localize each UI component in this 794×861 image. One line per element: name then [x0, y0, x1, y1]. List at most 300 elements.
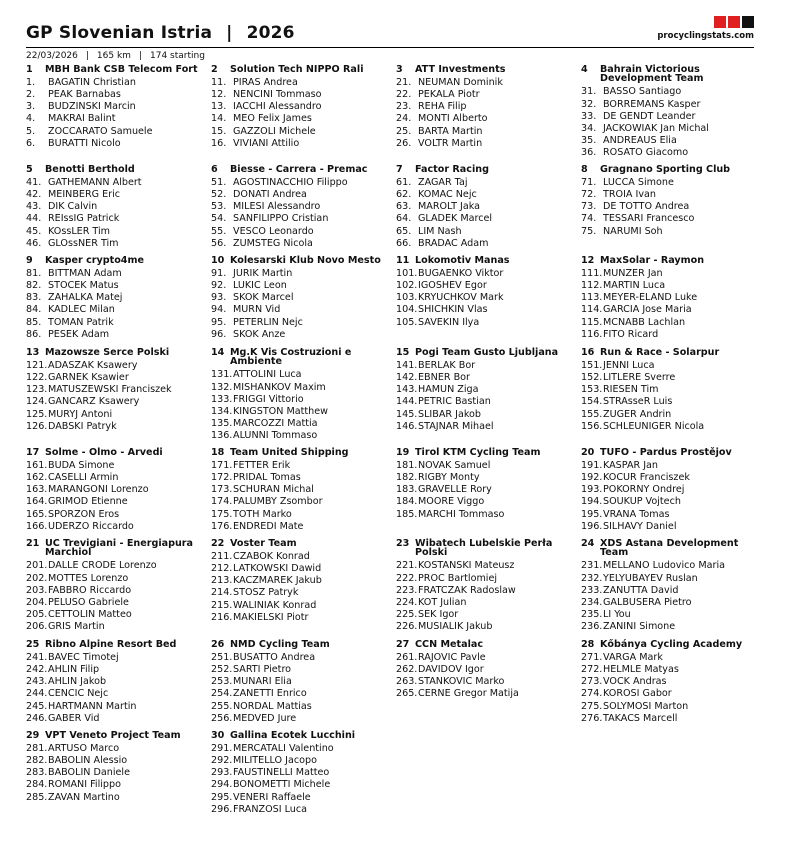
rider-name[interactable]: VRANA Tomas: [603, 508, 670, 520]
team-name[interactable]: XDS Astana Development Team: [600, 538, 739, 559]
team-name[interactable]: MaxSolar - Raymon: [600, 255, 705, 266]
rider-name[interactable]: STANKOVIC Marko: [418, 676, 505, 688]
rider-row: [581, 676, 759, 688]
rider-name[interactable]: REIssIG Patrick: [48, 213, 120, 225]
team-name[interactable]: Mazowsze Serce Polski: [45, 347, 170, 358]
rider-bib: 74.: [581, 213, 597, 225]
rider-name[interactable]: BAVEC Timotej: [48, 652, 119, 664]
rider-name[interactable]: GABER Vid: [48, 712, 100, 724]
team-name[interactable]: Factor Racing: [415, 164, 489, 175]
rider-name[interactable]: STOCEK Matus: [48, 280, 119, 292]
rider-bib: 111.: [581, 268, 603, 280]
rider-row: [211, 612, 389, 624]
rider-name[interactable]: NENCINI Tommaso: [233, 89, 322, 101]
rider-bib: 276.: [581, 712, 603, 724]
rider-name[interactable]: BUSATTO Andrea: [233, 652, 316, 664]
team-header: [581, 65, 759, 83]
rider-name[interactable]: BUDZINSKI Marcin: [48, 101, 136, 113]
rider-name[interactable]: MURYJ Antoni: [48, 408, 113, 420]
rider-name[interactable]: MARTIN Luca: [603, 280, 666, 292]
rider-bib: 241.: [26, 652, 48, 664]
rider-name[interactable]: JACKOWIAK Jan Michal: [603, 122, 709, 134]
rider-name[interactable]: SKOK Anze: [233, 328, 286, 340]
team-header: [26, 539, 204, 557]
rider-name[interactable]: YELYUBAYEV Ruslan: [603, 572, 698, 584]
team-number: 22: [211, 538, 225, 549]
rider-name[interactable]: HARTMANN Martin: [48, 700, 137, 712]
rider-bib: 56.: [211, 237, 227, 249]
rider-name[interactable]: REHA Filip: [418, 101, 467, 113]
rider-bib: 73.: [581, 201, 597, 213]
rider-name[interactable]: KRYUCHKOV Mark: [418, 292, 504, 304]
rider-name[interactable]: NORDAL Mattias: [233, 700, 312, 712]
rider-name[interactable]: SCHURAN Michal: [233, 484, 314, 496]
rider-bib: 146.: [396, 420, 418, 432]
rider-name[interactable]: ZAHALKA Matej: [48, 292, 123, 304]
rider-name[interactable]: HAMUN Ziga: [418, 384, 479, 396]
rider-name[interactable]: AGOSTINACCHIO Filippo: [233, 177, 348, 189]
rider-name[interactable]: ALUNNI Tommaso: [233, 429, 318, 441]
rider-name[interactable]: GARNEK Ksawier: [48, 372, 129, 384]
rider-row: [211, 563, 389, 575]
rider-name[interactable]: VOCK Andras: [603, 676, 667, 688]
rider-name[interactable]: LI You: [603, 608, 631, 620]
team-block: [26, 448, 204, 533]
rider-row: [211, 101, 389, 113]
rider-name[interactable]: BERLAK Bor: [418, 360, 476, 372]
rider-name[interactable]: KOT Julian: [418, 596, 467, 608]
rider-bib: 54.: [211, 213, 227, 225]
rider-bib: 33.: [581, 110, 597, 122]
rider-name[interactable]: SAVEKIN Ilya: [418, 316, 480, 328]
team-name[interactable]: Team United Shipping: [230, 447, 349, 458]
rider-row: [211, 177, 389, 189]
rider-name[interactable]: PEKALA Piotr: [418, 89, 480, 101]
rider-name[interactable]: DE GENDT Leander: [603, 110, 696, 122]
rider-name[interactable]: MEDVED Jure: [233, 712, 297, 724]
rider-name[interactable]: CZABOK Konrad: [233, 551, 310, 563]
team-name[interactable]: CCN Metalac: [415, 639, 484, 650]
rider-name[interactable]: JURIK Martin: [233, 268, 293, 280]
rider-row: [26, 280, 204, 292]
rider-name[interactable]: DE TOTTO Andrea: [603, 201, 690, 213]
rider-name[interactable]: PETRIC Bastian: [418, 396, 491, 408]
rider-name[interactable]: AHLIN Jakob: [48, 676, 107, 688]
team-name[interactable]: Run & Race - Solarpur: [600, 347, 720, 358]
rider-name[interactable]: KADLEC Milan: [48, 304, 115, 316]
team-name[interactable]: Bahrain Victorious Development Team: [600, 64, 704, 85]
rider-bib: 195.: [581, 508, 603, 520]
team-block: [211, 65, 389, 150]
rider-name[interactable]: NOVAK Samuel: [418, 460, 491, 472]
rider-name[interactable]: LUCCA Simone: [603, 177, 674, 189]
rider-bib: 131.: [211, 369, 233, 381]
rider-name[interactable]: JENNI Luca: [603, 360, 655, 372]
rider-name[interactable]: MISHANKOV Maxim: [233, 381, 326, 393]
rider-bib: 45.: [26, 225, 42, 237]
rider-row: [396, 621, 574, 633]
rider-name[interactable]: NEUMAN Dominik: [418, 77, 503, 89]
rider-row: [396, 213, 574, 225]
rider-name[interactable]: MUSIALIK Jakub: [418, 620, 493, 632]
rider-bib: 194.: [581, 496, 603, 508]
rider-name[interactable]: GARCIA Jose Maria: [603, 304, 692, 316]
rider-name[interactable]: TROIA Ivan: [603, 189, 656, 201]
team-name[interactable]: Solution Tech NIPPO Rali: [230, 64, 364, 75]
rider-name[interactable]: MARANGONI Lorenzo: [48, 484, 149, 496]
team-block: [211, 448, 389, 533]
rider-row: [211, 521, 389, 533]
rider-name[interactable]: BARTA Martin: [418, 125, 483, 137]
rider-name[interactable]: GANCARZ Ksawery: [48, 396, 140, 408]
rider-name[interactable]: DONATI Andrea: [233, 189, 307, 201]
rider-name[interactable]: GRIMOD Etienne: [48, 496, 128, 508]
rider-name[interactable]: FABBRO Riccardo: [48, 584, 132, 596]
rider-row: [211, 688, 389, 700]
rider-name[interactable]: RIESEN Tim: [603, 384, 659, 396]
logo-square: [728, 16, 740, 28]
rider-name[interactable]: SHICHKIN Vlas: [418, 304, 488, 316]
rider-name[interactable]: LIM Nash: [418, 225, 462, 237]
rider-name[interactable]: STRAsseR Luis: [603, 396, 673, 408]
rider-name[interactable]: ROMANI Filippo: [48, 779, 121, 791]
rider-name[interactable]: PEAK Barnabas: [48, 89, 121, 101]
rider-name[interactable]: NARUMI Soh: [603, 225, 663, 237]
rider-name[interactable]: BABOLIN Daniele: [48, 767, 130, 779]
rider-name[interactable]: PETERLIN Nejc: [233, 316, 303, 328]
team-name[interactable]: Ribno Alpine Resort Bed: [45, 639, 177, 650]
team-number: 16: [581, 347, 595, 358]
rider-row: [581, 372, 759, 384]
team-header: [211, 640, 389, 649]
rider-name[interactable]: LATKOWSKI Dawid: [233, 563, 322, 575]
rider-name[interactable]: TOTH Marko: [233, 508, 292, 520]
rider-name[interactable]: KOROSI Gabor: [603, 688, 672, 700]
rider-bib: 36.: [581, 146, 597, 158]
rider-name[interactable]: ZUGER Andrin: [603, 408, 672, 420]
rider-bib: 285.: [26, 791, 48, 803]
team-name[interactable]: VPT Veneto Project Team: [45, 730, 181, 741]
rider-row: [211, 652, 389, 664]
rider-row: [396, 304, 574, 316]
rider-name[interactable]: ZUMSTEG Nicola: [233, 237, 313, 249]
rider-row: [211, 329, 389, 341]
team-name[interactable]: TUFO - Pardus Prostějov: [600, 447, 732, 458]
rider-name[interactable]: PRIDAL Tomas: [233, 472, 301, 484]
team-number: 30: [211, 730, 225, 741]
team-name[interactable]: Lokomotiv Manas: [415, 255, 510, 266]
rider-name[interactable]: PALUMBY Zsombor: [233, 496, 323, 508]
rider-name[interactable]: PELUSO Gabriele: [48, 596, 129, 608]
rider-name[interactable]: ARTUSO Marco: [48, 743, 120, 755]
rider-row: [396, 573, 574, 585]
rider-name[interactable]: MILESI Alessandro: [233, 201, 321, 213]
team-name[interactable]: Gallina Ecotek Lucchini: [230, 730, 356, 741]
rider-name[interactable]: RAJOVIC Pavle: [418, 652, 486, 664]
rider-row: [26, 585, 204, 597]
rider-name[interactable]: DABSKI Patryk: [48, 420, 117, 432]
team-name[interactable]: Pogi Team Gusto Ljubljana: [415, 347, 559, 358]
rider-name[interactable]: SKOK Marcel: [233, 292, 294, 304]
rider-name[interactable]: FETTER Erik: [233, 460, 291, 472]
team-header: [396, 256, 574, 265]
rider-name[interactable]: LUKIC Leon: [233, 280, 287, 292]
rider-name[interactable]: WALINIAK Konrad: [233, 599, 317, 611]
team-name[interactable]: ATT Investments: [415, 64, 506, 75]
rider-name[interactable]: POKORNY Ondrej: [603, 484, 685, 496]
rider-name[interactable]: MOTTES Lorenzo: [48, 572, 129, 584]
rider-bib: 296.: [211, 803, 233, 815]
rider-name[interactable]: MCNABB Lachlan: [603, 316, 686, 328]
rider-name[interactable]: HELMLE Matyas: [603, 664, 679, 676]
rider-name[interactable]: VESCO Leonardo: [233, 225, 314, 237]
rider-name[interactable]: MILITELLO Jacopo: [233, 755, 317, 767]
rider-bib: 2.: [26, 89, 36, 101]
rider-bib: 1.: [26, 77, 36, 89]
rider-row: [26, 509, 204, 521]
rider-name[interactable]: FRATCZAK Radoslaw: [418, 584, 516, 596]
rider-row: [581, 560, 759, 572]
rider-name[interactable]: MAKIELSKI Piotr: [233, 611, 309, 623]
rider-row: [26, 779, 204, 791]
rider-row: [581, 99, 759, 111]
rider-row: [581, 585, 759, 597]
rider-name[interactable]: IGOSHEV Egor: [418, 280, 487, 292]
rider-name[interactable]: VIVIANI Attilio: [233, 137, 300, 149]
team-name[interactable]: Kolesarski Klub Novo Mesto: [230, 255, 381, 266]
rider-bib: 272.: [581, 664, 603, 676]
race-date: 22/03/2026: [26, 51, 78, 61]
team-block: [211, 731, 389, 816]
rider-name[interactable]: FRIGGI Vittorio: [233, 393, 304, 405]
rider-name[interactable]: TESSARI Francesco: [603, 213, 695, 225]
rider-name[interactable]: TOMAN Patrik: [48, 316, 114, 328]
rider-name[interactable]: VENERI Raffaele: [233, 791, 311, 803]
rider-name[interactable]: MEYER-ELAND Luke: [603, 292, 698, 304]
rider-name[interactable]: SOUKUP Vojtech: [603, 496, 681, 508]
rider-row: [211, 551, 389, 563]
rider-name[interactable]: AHLIN Filip: [48, 664, 100, 676]
team-name[interactable]: UC Trevigiani - Energiapura Marchiol: [45, 538, 194, 559]
rider-bib: 72.: [581, 189, 597, 201]
rider-name[interactable]: SCHLEUNIGER Nicola: [603, 420, 705, 432]
team-name[interactable]: MBH Bank CSB Telecom Fort: [45, 64, 198, 75]
rider-row: [396, 688, 574, 700]
rider-row: [396, 472, 574, 484]
rider-row: [26, 372, 204, 384]
rider-name[interactable]: UDERZO Riccardo: [48, 520, 134, 532]
rider-name[interactable]: GAZZOLI Michele: [233, 125, 316, 137]
rider-name[interactable]: CENCIC Nejc: [48, 688, 109, 700]
rider-name[interactable]: ZANETTI Enrico: [233, 688, 307, 700]
rider-name[interactable]: KACZMAREK Jakub: [233, 575, 322, 587]
rider-name[interactable]: SOLYMOSI Marton: [603, 700, 689, 712]
rider-name[interactable]: MAKRAI Balint: [48, 113, 116, 125]
rider-bib: 225.: [396, 608, 418, 620]
rider-name[interactable]: DAVIDOV Igor: [418, 664, 484, 676]
rider-name[interactable]: MURN Vid: [233, 304, 281, 316]
rider-name[interactable]: MUNARI Elia: [233, 676, 292, 688]
rider-name[interactable]: SANFILIPPO Cristian: [233, 213, 329, 225]
rider-name[interactable]: KOCUR Franciszek: [603, 472, 690, 484]
rider-bib: 11.: [211, 77, 227, 89]
rider-name[interactable]: ANDREAUS Elia: [603, 134, 677, 146]
rider-name[interactable]: BURATTI Nicolo: [48, 137, 121, 149]
rider-name[interactable]: KINGSTON Matthew: [233, 405, 328, 417]
rider-name[interactable]: BUGAENKO Viktor: [418, 268, 504, 280]
rider-name[interactable]: CERNE Gregor Matija: [418, 688, 519, 700]
rider-bib: 152.: [581, 372, 603, 384]
rider-name[interactable]: IACCHI Alessandro: [233, 101, 322, 113]
rider-bib: 183.: [396, 484, 418, 496]
rider-name[interactable]: PROC Bartlomiej: [418, 572, 498, 584]
rider-name[interactable]: SARTI Pietro: [233, 664, 292, 676]
rider-name[interactable]: KOssLER Tim: [48, 225, 111, 237]
team-name[interactable]: Voster Team: [230, 538, 297, 549]
rider-name[interactable]: FRANZOSI Luca: [233, 803, 308, 815]
rider-name[interactable]: STAJNAR Mihael: [418, 420, 494, 432]
rider-name[interactable]: KOSTANSKI Mateusz: [418, 560, 515, 572]
rider-row: [26, 292, 204, 304]
team-name[interactable]: Biesse - Carrera - Premac: [230, 164, 368, 175]
rider-name[interactable]: MONTI Alberto: [418, 113, 488, 125]
rider-name[interactable]: MATUSZEWSKI Franciszek: [48, 384, 172, 396]
rider-row: [396, 609, 574, 621]
team-number: 18: [211, 447, 225, 458]
rider-name[interactable]: SILHAVY Daniel: [603, 520, 677, 532]
rider-name[interactable]: FITO Ricard: [603, 328, 659, 340]
team-name[interactable]: Solme - Olmo - Arvedi: [45, 447, 163, 458]
rider-name[interactable]: MEINBERG Eric: [48, 189, 121, 201]
rider-name[interactable]: LITLERE Sverre: [603, 372, 676, 384]
rider-name[interactable]: MARCOZZI Mattia: [233, 417, 318, 429]
rider-bib: 185.: [396, 508, 418, 520]
rider-row: [581, 509, 759, 521]
rider-name[interactable]: BASSO Santiago: [603, 86, 682, 98]
rider-name[interactable]: PIRAS Andrea: [233, 77, 298, 89]
rider-name[interactable]: BORREMANS Kasper: [603, 98, 701, 110]
rider-bib: 141.: [396, 360, 418, 372]
rider-bib: 175.: [211, 508, 233, 520]
rider-name[interactable]: MUNZER Jan: [603, 268, 663, 280]
rider-name[interactable]: VARGA Mark: [603, 652, 663, 664]
rider-bib: 206.: [26, 620, 48, 632]
rider-name[interactable]: ZAVAN Martino: [48, 791, 120, 803]
rider-row: [581, 521, 759, 533]
rider-bib: 24.: [396, 113, 412, 125]
rider-bib: 246.: [26, 712, 48, 724]
rider-bib: 14.: [211, 113, 227, 125]
team-name[interactable]: Kasper crypto4me: [45, 255, 144, 266]
rider-name[interactable]: FAUSTINELLI Matteo: [233, 767, 330, 779]
rider-name[interactable]: MAROLT Jaka: [418, 201, 480, 213]
rider-bib: 191.: [581, 460, 603, 472]
rider-name[interactable]: GATHEMANN Albert: [48, 177, 142, 189]
rider-bib: 135.: [211, 417, 233, 429]
rider-row: [396, 360, 574, 372]
rider-name[interactable]: TAKACS Marcell: [603, 712, 678, 724]
rider-name[interactable]: SPORZON Eros: [48, 508, 120, 520]
team-name[interactable]: Tirol KTM Cycling Team: [415, 447, 541, 458]
rider-name[interactable]: ZANUTTA David: [603, 584, 679, 596]
team-block: [396, 448, 574, 521]
rider-name[interactable]: CETTOLIN Matteo: [48, 608, 132, 620]
rider-name[interactable]: BONOMETTI Michele: [233, 779, 331, 791]
rider-name[interactable]: BAGATIN Christian: [48, 77, 136, 89]
rider-row: [26, 701, 204, 713]
rider-name[interactable]: MOORE Viggo: [418, 496, 485, 508]
rider-name[interactable]: VOLTR Martin: [418, 137, 483, 149]
rider-name[interactable]: BRADAC Adam: [418, 237, 489, 249]
rider-name[interactable]: BABOLIN Alessio: [48, 755, 128, 767]
team-name[interactable]: Kőbánya Cycling Academy: [600, 639, 743, 650]
rider-name[interactable]: DALLE CRODE Lorenzo: [48, 560, 157, 572]
rider-name[interactable]: ATTOLINI Luca: [233, 369, 302, 381]
rider-name[interactable]: MARCHI Tommaso: [418, 508, 505, 520]
rider-bib: 113.: [581, 292, 603, 304]
rider-name[interactable]: ENDREDI Mate: [233, 520, 304, 532]
rider-row: [581, 213, 759, 225]
rider-row: [26, 472, 204, 484]
rider-name[interactable]: BUDA Simone: [48, 460, 115, 472]
rider-bib: 166.: [26, 520, 48, 532]
rider-name[interactable]: ADASZAK Ksawery: [48, 360, 138, 372]
team-name[interactable]: Wibatech Lubelskie Perła Polski: [415, 538, 553, 559]
rider-name[interactable]: MELLANO Ludovico Maria: [603, 560, 725, 572]
rider-name[interactable]: GLOssNER Tim: [48, 237, 119, 249]
team-block: [26, 165, 204, 250]
team-number: 8: [581, 164, 588, 175]
pcs-logo: [657, 16, 754, 41]
rider-name[interactable]: ZAGAR Taj: [418, 177, 468, 189]
rider-name[interactable]: ZOCCARATO Samuele: [48, 125, 153, 137]
team-header: [26, 65, 204, 74]
rider-name[interactable]: RIGBY Monty: [418, 472, 480, 484]
rider-name[interactable]: KASPAR Jan: [603, 460, 659, 472]
rider-name[interactable]: CASELLI Armin: [48, 472, 119, 484]
rider-name[interactable]: SLIBAR Jakob: [418, 408, 482, 420]
rider-name[interactable]: GRAVELLE Rory: [418, 484, 492, 496]
rider-name[interactable]: MEO Felix James: [233, 113, 312, 125]
rider-name[interactable]: KOMAC Nejc: [418, 189, 477, 201]
rider-bib: 32.: [581, 98, 597, 110]
rider-name[interactable]: BITTMAN Adam: [48, 268, 122, 280]
rider-name[interactable]: PESEK Adam: [48, 328, 110, 340]
rider-name[interactable]: STOSZ Patryk: [233, 587, 299, 599]
rider-name[interactable]: GRIS Martin: [48, 620, 105, 632]
rider-name[interactable]: GLADEK Marcel: [418, 213, 493, 225]
rider-row: [211, 587, 389, 599]
rider-name[interactable]: ZANINI Simone: [603, 620, 676, 632]
rider-name[interactable]: ROSATO Giacomo: [603, 146, 689, 158]
rider-row: [396, 597, 574, 609]
rider-name[interactable]: DIK Calvin: [48, 201, 98, 213]
team-name[interactable]: Gragnano Sporting Club: [600, 164, 731, 175]
rider-row: [581, 472, 759, 484]
team-name[interactable]: NMD Cycling Team: [230, 639, 330, 650]
rider-bib: 174.: [211, 496, 233, 508]
rider-name[interactable]: GALBUSERA Pietro: [603, 596, 692, 608]
rider-bib: 271.: [581, 652, 603, 664]
rider-name[interactable]: EBNER Bor: [418, 372, 470, 384]
rider-row: [211, 268, 389, 280]
rider-row: [581, 360, 759, 372]
rider-name[interactable]: SEK Igor: [418, 608, 459, 620]
team-name[interactable]: Benotti Berthold: [45, 164, 135, 175]
team-name[interactable]: Mg.K Vis Costruzioni e Ambiente: [230, 347, 352, 368]
race-name: GP Slovenian Istria: [26, 23, 213, 43]
rider-name[interactable]: MERCATALI Valentino: [233, 743, 334, 755]
